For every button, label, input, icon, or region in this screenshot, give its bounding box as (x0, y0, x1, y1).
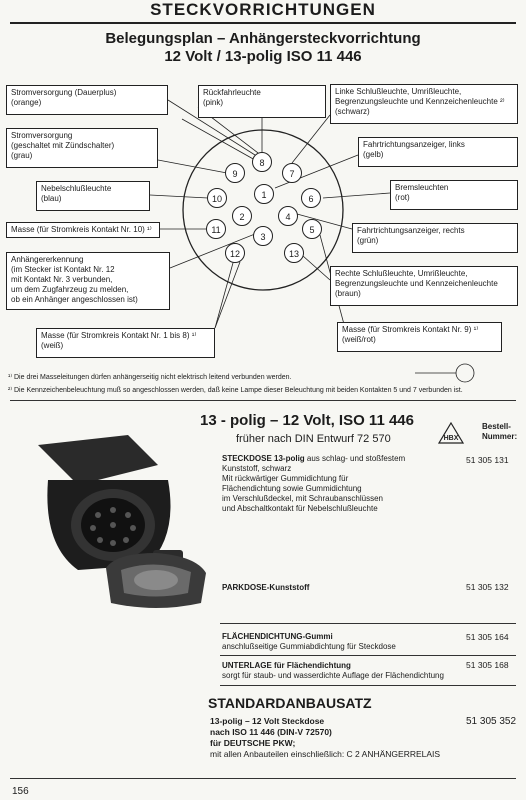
pin-4: 4 (278, 206, 298, 226)
pin-box-stromversorgung-geschaltet: Stromversorgung (geschaltet mit Zündschalter) (grau) (6, 128, 158, 168)
section-divider (10, 400, 516, 401)
footer-rule (10, 778, 516, 779)
parking-socket-photo (96, 548, 216, 618)
page-number: 156 (12, 786, 29, 797)
pin-3: 3 (253, 226, 273, 246)
plan-title-line1: Belegungsplan – Anhängersteckvorrichtung (105, 30, 421, 47)
product-parkdose-number: 51 305 132 (466, 582, 509, 592)
product-divider-1 (220, 623, 516, 624)
product-unterlage: UNTERLAGE für Flächendichtung sorgt für staub- und wasserdichte Auflage der Flächendichtung (222, 661, 444, 680)
catalog-title: 13 - polig – 12 Volt, ISO 11 446 (200, 412, 414, 429)
svg-text:HBX: HBX (443, 435, 459, 442)
product-flaechendichtung-number: 51 305 164 (466, 632, 509, 642)
footnote-2: ²⁾ Die Kennzeichenbeleuchtung muß so angeschlossen werden, daß keine Lampe dieser Beleuchtung mit beiden Kontakten 5 und 7 verbunden ist. (8, 387, 463, 394)
pin-box-anhaengererkennung: Anhängererkennung (im Stecker ist Kontakt Nr. 12 mit Kontakt Nr. 3 verbunden, um dem Zugfahrzeug zu melden, ob ein Anhänger angeschlossen ist) (6, 252, 170, 310)
pin-10: 10 (207, 188, 227, 208)
standard-kit-description: 13-polig – 12 Volt Steckdose nach ISO 11 446 (DIN-V 72570) für DEUTSCHE PKW; mit allen Anbauteilen einschließlich: C 2 ANHÄNGERRELAIS (210, 716, 441, 759)
pin-box-linke-schlussleuchte: Linke Schlußleuchte, Umrißleuchte, Begrenzungsleuchte und Kennzeichenleuchte ²⁾ (schwarz) (330, 84, 518, 124)
standard-kit-title: STANDARDANBAUSATZ (208, 695, 372, 711)
product-parkdose: PARKDOSE-Kunststoff (222, 583, 310, 592)
pin-7: 7 (282, 163, 302, 183)
pin-8: 8 (252, 152, 272, 172)
pin-1: 1 (254, 184, 274, 204)
pin-box-bremsleuchten: Bremsleuchten (rot) (390, 180, 518, 210)
pin-box-masse-9: Masse (für Stromkreis Kontakt Nr. 9) ¹⁾ (weiß/rot) (337, 322, 502, 352)
product-unterlage-number: 51 305 168 (466, 660, 509, 670)
plan-title-line2: 12 Volt / 13-polig ISO 11 446 (164, 48, 362, 65)
pin-12: 12 (225, 243, 245, 263)
pin-box-stromversorgung-dauerplus: Stromversorgung (Dauerplus) (orange) (6, 85, 168, 115)
product-steckdose-number: 51 305 131 (466, 455, 509, 465)
pin-6: 6 (301, 188, 321, 208)
pin-13: 13 (284, 243, 304, 263)
pin-box-rechte-schlussleuchte: Rechte Schlußleuchte, Umrißleuchte, Begrenzungsleuchte und Kennzeichenleuchte (braun) (330, 266, 518, 306)
order-number-label: Bestell- Nummer: (482, 422, 518, 441)
product-steckdose-name: STECKDOSE 13-polig (222, 454, 305, 463)
hbx-logo (438, 422, 464, 444)
pin-box-fahrtrichtung-rechts: Fahrtrichtungsanzeiger, rechts (grün) (352, 223, 518, 253)
standard-kit-number: 51 305 352 (466, 716, 517, 727)
pin-box-masse-10: Masse (für Stromkreis Kontakt Nr. 10) ¹⁾ (6, 222, 160, 238)
pin-11: 11 (206, 219, 226, 239)
pin-box-fahrtrichtung-links: Fahrtrichtungsanzeiger, links (gelb) (358, 137, 518, 167)
catalog-subtitle: früher nach DIN Entwurf 72 570 (236, 433, 391, 445)
pin-9: 9 (225, 163, 245, 183)
pin-box-masse-1-8: Masse (für Stromkreis Kontakt Nr. 1 bis 8) ¹⁾ (weiß) (36, 328, 215, 358)
page-header-title: STECKVORRICHTUNGEN (150, 0, 376, 19)
pin-box-rueckfahrleuchte: Rückfahrleuchte (pink) (198, 85, 326, 118)
pin-box-nebelschlussleuchte: Nebelschlußleuchte (blau) (36, 181, 150, 211)
product-steckdose: STECKDOSE 13-polig aus schlag- und stoßfestem Kunststoff, schwarz Mit rückwärtiger Gummidichtung für Flächendichtung sowie Gummidichtung im Verschlußdeckel, mit Schraubanschlüssen und Abschaltkontakt für Nebelschlußleuchte (222, 454, 406, 513)
product-divider-2 (220, 655, 516, 656)
pin-2: 2 (232, 206, 252, 226)
footnote-1: ¹⁾ Die drei Masseleitungen dürfen anhängerseitig nicht elektrisch leitend verbunden werden. (8, 374, 292, 381)
product-flaechendichtung: FLÄCHENDICHTUNG-Gummi anschlußseitige Gummiabdichtung für Steckdose (222, 632, 396, 651)
product-divider-3 (220, 685, 516, 686)
pin-5: 5 (302, 219, 322, 239)
